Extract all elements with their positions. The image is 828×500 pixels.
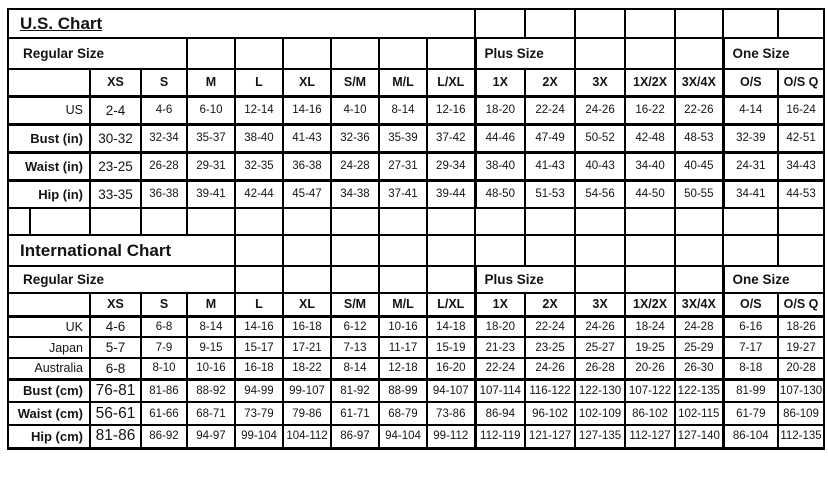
value-cell: 18-20 [475, 316, 525, 337]
spacer-cell [575, 9, 625, 38]
value-cell: 61-79 [723, 402, 778, 425]
spacer-cell [625, 235, 675, 266]
value-cell: 94-97 [187, 425, 235, 448]
size-header-3x: 3X [575, 69, 625, 96]
value-cell: 48-50 [475, 180, 525, 208]
value-cell: 48-53 [675, 124, 723, 152]
value-cell: 8-10 [141, 358, 187, 379]
value-cell: 112-135 [778, 425, 824, 448]
intl-chart-title [8, 235, 235, 266]
spacer-cell [625, 208, 675, 235]
us-group-header-row [8, 38, 824, 69]
value-cell: 34-43 [778, 152, 824, 180]
value-cell: 10-16 [187, 358, 235, 379]
value-cell: 121-127 [525, 425, 575, 448]
spacer-cell [625, 266, 675, 293]
value-cell: 16-18 [283, 316, 331, 337]
intl-row-hip-cm [8, 425, 824, 448]
size-header-l-xl: L/XL [427, 69, 475, 96]
value-cell: 12-14 [235, 96, 283, 124]
intl-row-label: Bust (cm) [8, 379, 90, 402]
value-cell: 8-14 [379, 96, 427, 124]
value-cell: 26-30 [675, 358, 723, 379]
spacer-cell [8, 293, 90, 316]
value-cell: 6-16 [723, 316, 778, 337]
value-cell: 12-18 [379, 358, 427, 379]
value-cell: 17-21 [283, 337, 331, 358]
spacer-cell [427, 266, 475, 293]
value-cell: 102-109 [575, 402, 625, 425]
value-cell: 81-99 [723, 379, 778, 402]
size-header-xs: XS [90, 293, 141, 316]
value-cell: 16-22 [625, 96, 675, 124]
value-cell: 24-26 [575, 96, 625, 124]
value-cell: 44-50 [625, 180, 675, 208]
value-cell: 50-55 [675, 180, 723, 208]
value-cell: 24-26 [575, 316, 625, 337]
size-header-1x: 1X [475, 293, 525, 316]
spacer-cell [379, 208, 427, 235]
value-cell: 94-104 [379, 425, 427, 448]
size-header-s-m: S/M [331, 293, 379, 316]
value-cell: 96-102 [525, 402, 575, 425]
size-header-m-l: M/L [379, 293, 427, 316]
spacer-cell [778, 9, 824, 38]
value-cell: 112-119 [475, 425, 525, 448]
spacer-cell [235, 208, 283, 235]
spacer-cell [427, 208, 475, 235]
value-cell: 107-130 [778, 379, 824, 402]
value-cell: 5-7 [90, 337, 141, 358]
value-cell: 16-20 [427, 358, 475, 379]
value-cell: 4-6 [90, 316, 141, 337]
value-cell: 24-28 [675, 316, 723, 337]
us-row-waist-in [8, 152, 824, 180]
value-cell: 30-32 [90, 124, 141, 152]
us-chart-title [8, 9, 475, 38]
spacer-cell [475, 235, 525, 266]
spacer-cell [575, 235, 625, 266]
spacer-cell [427, 38, 475, 69]
value-cell: 20-28 [778, 358, 824, 379]
value-cell: 36-38 [141, 180, 187, 208]
spacer-cell [675, 38, 723, 69]
spacer-cell [187, 208, 235, 235]
value-cell: 42-44 [235, 180, 283, 208]
value-cell: 122-130 [575, 379, 625, 402]
spacer-cell [723, 208, 778, 235]
value-cell: 40-43 [575, 152, 625, 180]
value-cell: 122-135 [675, 379, 723, 402]
value-cell: 24-26 [525, 358, 575, 379]
spacer-cell [379, 266, 427, 293]
spacer-cell [575, 208, 625, 235]
value-cell: 25-29 [675, 337, 723, 358]
value-cell: 37-41 [379, 180, 427, 208]
value-cell: 79-86 [283, 402, 331, 425]
value-cell: 32-36 [331, 124, 379, 152]
value-cell: 37-42 [427, 124, 475, 152]
value-cell: 99-104 [235, 425, 283, 448]
value-cell: 18-22 [283, 358, 331, 379]
value-cell: 86-94 [475, 402, 525, 425]
value-cell: 35-39 [379, 124, 427, 152]
value-cell: 81-86 [90, 425, 141, 448]
value-cell: 19-25 [625, 337, 675, 358]
size-header-3x: 3X [575, 293, 625, 316]
spacer-cell [525, 9, 575, 38]
value-cell: 32-34 [141, 124, 187, 152]
value-cell: 33-35 [90, 180, 141, 208]
spacer-cell [187, 38, 235, 69]
us-plus-size-header: Plus Size [475, 38, 575, 69]
spacer-cell [283, 38, 331, 69]
spacer-cell [379, 38, 427, 69]
us-row-label: Hip (in) [8, 180, 90, 208]
spacer-cell [723, 235, 778, 266]
value-cell: 127-135 [575, 425, 625, 448]
value-cell: 35-37 [187, 124, 235, 152]
size-header-2x: 2X [525, 69, 575, 96]
value-cell: 39-44 [427, 180, 475, 208]
value-cell: 68-79 [379, 402, 427, 425]
size-header-o-s: O/S [723, 69, 778, 96]
value-cell: 51-53 [525, 180, 575, 208]
us-row-hip-in [8, 180, 824, 208]
value-cell: 88-99 [379, 379, 427, 402]
value-cell: 38-40 [235, 124, 283, 152]
spacer-cell [331, 266, 379, 293]
us-row-bust-in [8, 124, 824, 152]
value-cell: 116-122 [525, 379, 575, 402]
value-cell: 42-48 [625, 124, 675, 152]
us-one-size-header: One Size [723, 38, 824, 69]
value-cell: 22-24 [525, 96, 575, 124]
spacer-cell [331, 38, 379, 69]
size-header-s: S [141, 293, 187, 316]
intl-one-size-header: One Size [723, 266, 824, 293]
value-cell: 22-24 [525, 316, 575, 337]
value-cell: 4-14 [723, 96, 778, 124]
value-cell: 23-25 [90, 152, 141, 180]
intl-row-uk [8, 316, 824, 337]
value-cell: 14-16 [235, 316, 283, 337]
spacer-cell [723, 9, 778, 38]
value-cell: 6-8 [141, 316, 187, 337]
intl-group-header-row [8, 266, 824, 293]
value-cell: 4-6 [141, 96, 187, 124]
spacer-cell [379, 235, 427, 266]
intl-row-bust-cm [8, 379, 824, 402]
intl-size-header-row [8, 293, 824, 316]
size-header-s: S [141, 69, 187, 96]
us-chart-head [8, 9, 824, 96]
value-cell: 44-53 [778, 180, 824, 208]
intl-chart-title-row [8, 235, 824, 266]
value-cell: 47-49 [525, 124, 575, 152]
intl-row-waist-cm [8, 402, 824, 425]
value-cell: 34-41 [723, 180, 778, 208]
intl-chart-body [8, 316, 824, 448]
spacer-cell [575, 266, 625, 293]
size-header-1x: 1X [475, 69, 525, 96]
value-cell: 16-18 [235, 358, 283, 379]
value-cell: 7-13 [331, 337, 379, 358]
intl-regular-size-header: Regular Size [8, 266, 235, 293]
value-cell: 86-97 [331, 425, 379, 448]
intl-row-label: Japan [8, 337, 90, 358]
value-cell: 21-23 [475, 337, 525, 358]
value-cell: 4-10 [331, 96, 379, 124]
value-cell: 68-71 [187, 402, 235, 425]
value-cell: 38-40 [475, 152, 525, 180]
value-cell: 27-31 [379, 152, 427, 180]
spacer-cell [235, 235, 283, 266]
value-cell: 40-45 [675, 152, 723, 180]
value-cell: 73-86 [427, 402, 475, 425]
value-cell: 9-15 [187, 337, 235, 358]
value-cell: 41-43 [525, 152, 575, 180]
size-header-xl: XL [283, 69, 331, 96]
size-header-o-s-q: O/S Q [778, 69, 824, 96]
spacer-cell [283, 235, 331, 266]
value-cell: 25-27 [575, 337, 625, 358]
spacer-cell [675, 266, 723, 293]
spacer-cell [331, 235, 379, 266]
spacer-cell [475, 208, 525, 235]
value-cell: 2-4 [90, 96, 141, 124]
value-cell: 81-86 [141, 379, 187, 402]
value-cell: 26-28 [575, 358, 625, 379]
size-header-s-m: S/M [331, 69, 379, 96]
value-cell: 26-28 [141, 152, 187, 180]
size-header-1x-2x: 1X/2X [625, 69, 675, 96]
value-cell: 61-71 [331, 402, 379, 425]
value-cell: 12-16 [427, 96, 475, 124]
value-cell: 86-109 [778, 402, 824, 425]
value-cell: 50-52 [575, 124, 625, 152]
spacer-cell [90, 208, 141, 235]
us-chart-title-text: U.S. Chart [20, 13, 103, 33]
spacer-cell [675, 208, 723, 235]
size-header-3x-4x: 3X/4X [675, 69, 723, 96]
spacer-cell [235, 38, 283, 69]
size-header-l-xl: L/XL [427, 293, 475, 316]
value-cell: 41-43 [283, 124, 331, 152]
value-cell: 42-51 [778, 124, 824, 152]
intl-row-label: UK [8, 316, 90, 337]
value-cell: 99-107 [283, 379, 331, 402]
value-cell: 73-79 [235, 402, 283, 425]
value-cell: 24-28 [331, 152, 379, 180]
value-cell: 6-10 [187, 96, 235, 124]
value-cell: 104-112 [283, 425, 331, 448]
size-header-m: M [187, 293, 235, 316]
intl-chart-title-text: International Chart [20, 240, 172, 260]
value-cell: 32-39 [723, 124, 778, 152]
value-cell: 56-61 [90, 402, 141, 425]
value-cell: 54-56 [575, 180, 625, 208]
size-header-m: M [187, 69, 235, 96]
value-cell: 15-17 [235, 337, 283, 358]
value-cell: 8-14 [187, 316, 235, 337]
value-cell: 45-47 [283, 180, 331, 208]
spacer-cell [575, 38, 625, 69]
value-cell: 107-114 [475, 379, 525, 402]
size-header-l: L [235, 293, 283, 316]
us-chart-body [8, 96, 824, 208]
value-cell: 86-104 [723, 425, 778, 448]
value-cell: 14-16 [283, 96, 331, 124]
size-header-m-l: M/L [379, 69, 427, 96]
spacer-cell [141, 208, 187, 235]
spacer-cell [475, 9, 525, 38]
value-cell: 8-18 [723, 358, 778, 379]
spacer-cell [30, 208, 90, 235]
value-cell: 86-102 [625, 402, 675, 425]
value-cell: 22-26 [675, 96, 723, 124]
spacer-cell [625, 9, 675, 38]
size-header-xs: XS [90, 69, 141, 96]
value-cell: 22-24 [475, 358, 525, 379]
value-cell: 29-31 [187, 152, 235, 180]
value-cell: 20-26 [625, 358, 675, 379]
value-cell: 88-92 [187, 379, 235, 402]
spacer-cell [778, 235, 824, 266]
value-cell: 11-17 [379, 337, 427, 358]
value-cell: 29-34 [427, 152, 475, 180]
value-cell: 102-115 [675, 402, 723, 425]
value-cell: 7-9 [141, 337, 187, 358]
spacer-cell [427, 235, 475, 266]
value-cell: 127-140 [675, 425, 723, 448]
spacer-cell [283, 266, 331, 293]
value-cell: 18-24 [625, 316, 675, 337]
size-chart-table [7, 8, 825, 450]
us-row-label: Waist (in) [8, 152, 90, 180]
intl-plus-size-header: Plus Size [475, 266, 575, 293]
intl-row-label: Waist (cm) [8, 402, 90, 425]
value-cell: 107-122 [625, 379, 675, 402]
spacer-cell [778, 208, 824, 235]
spacer-cell [331, 208, 379, 235]
intl-chart-head [8, 235, 824, 316]
value-cell: 34-38 [331, 180, 379, 208]
us-chart-title-row [8, 9, 824, 38]
chart-spacer [8, 208, 824, 235]
intl-row-japan [8, 337, 824, 358]
value-cell: 15-19 [427, 337, 475, 358]
intl-row-label: Hip (cm) [8, 425, 90, 448]
value-cell: 18-20 [475, 96, 525, 124]
size-header-xl: XL [283, 293, 331, 316]
value-cell: 76-81 [90, 379, 141, 402]
us-row-us [8, 96, 824, 124]
size-header-3x-4x: 3X/4X [675, 293, 723, 316]
value-cell: 32-35 [235, 152, 283, 180]
value-cell: 10-16 [379, 316, 427, 337]
size-header-2x: 2X [525, 293, 575, 316]
spacer-cell [525, 208, 575, 235]
size-header-o-s: O/S [723, 293, 778, 316]
spacer-cell [235, 266, 283, 293]
size-header-o-s-q: O/S Q [778, 293, 824, 316]
value-cell: 99-112 [427, 425, 475, 448]
value-cell: 6-12 [331, 316, 379, 337]
value-cell: 24-31 [723, 152, 778, 180]
us-size-header-row [8, 69, 824, 96]
spacer-cell [283, 208, 331, 235]
size-header-l: L [235, 69, 283, 96]
value-cell: 23-25 [525, 337, 575, 358]
value-cell: 36-38 [283, 152, 331, 180]
spacer-row [8, 208, 824, 235]
size-header-1x-2x: 1X/2X [625, 293, 675, 316]
value-cell: 81-92 [331, 379, 379, 402]
spacer-cell [675, 235, 723, 266]
value-cell: 94-99 [235, 379, 283, 402]
value-cell: 18-26 [778, 316, 824, 337]
spacer-cell [675, 9, 723, 38]
value-cell: 19-27 [778, 337, 824, 358]
value-cell: 112-127 [625, 425, 675, 448]
value-cell: 39-41 [187, 180, 235, 208]
value-cell: 14-18 [427, 316, 475, 337]
value-cell: 94-107 [427, 379, 475, 402]
spacer-cell [625, 38, 675, 69]
us-row-label: US [8, 96, 90, 124]
value-cell: 34-40 [625, 152, 675, 180]
us-row-label: Bust (in) [8, 124, 90, 152]
spacer-cell [8, 208, 30, 235]
us-regular-size-header: Regular Size [8, 38, 187, 69]
intl-row-australia [8, 358, 824, 379]
value-cell: 16-24 [778, 96, 824, 124]
value-cell: 61-66 [141, 402, 187, 425]
spacer-cell [8, 69, 90, 96]
intl-row-label: Australia [8, 358, 90, 379]
value-cell: 86-92 [141, 425, 187, 448]
value-cell: 7-17 [723, 337, 778, 358]
spacer-cell [525, 235, 575, 266]
value-cell: 8-14 [331, 358, 379, 379]
value-cell: 6-8 [90, 358, 141, 379]
value-cell: 44-46 [475, 124, 525, 152]
